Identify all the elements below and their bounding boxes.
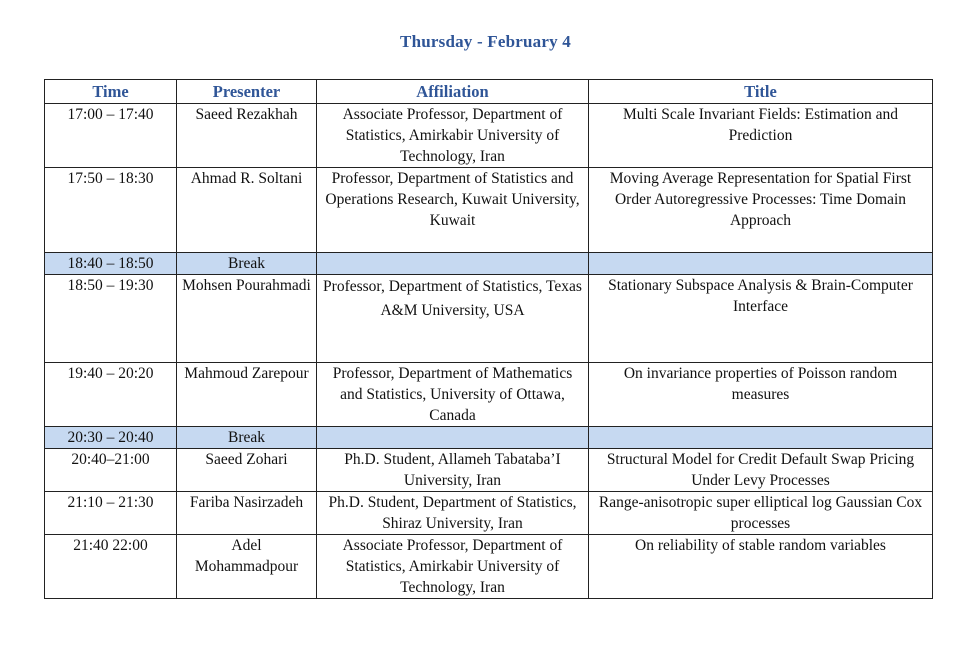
cell-presenter: Saeed Zohari [177, 449, 317, 492]
cell-affiliation: Associate Professor, Department of Statistics, Amirkabir University of Technology, Iran [317, 535, 589, 599]
cell-time: 18:50 – 19:30 [45, 275, 177, 363]
cell-time: 19:40 – 20:20 [45, 363, 177, 427]
cell-title: Multi Scale Invariant Fields: Estimation and Prediction [589, 104, 933, 168]
break-row [45, 253, 933, 275]
cell-presenter: Mohsen Pourahmadi [177, 275, 317, 363]
table-row [45, 363, 933, 427]
cell-presenter: Mahmoud Zarepour [177, 363, 317, 427]
cell-title: On reliability of stable random variables [589, 535, 933, 599]
page-title: Thursday - February 4 [400, 32, 571, 51]
cell-presenter: Adel Mohammadpour [177, 535, 317, 599]
table-row [45, 168, 933, 253]
table-row [45, 535, 933, 599]
cell-title: Range-anisotropic super elliptical log Gaussian Cox processes [589, 492, 933, 535]
cell-title [589, 427, 933, 449]
header-time: Time [45, 80, 177, 104]
cell-affiliation-text: Professor, Department of Statistics, Texas A&M University, USA [323, 278, 582, 319]
cell-affiliation [317, 427, 589, 449]
cell-time: 20:40–21:00 [45, 449, 177, 492]
schedule-table [44, 79, 933, 599]
cell-title: Structural Model for Credit Default Swap Pricing Under Levy Processes [589, 449, 933, 492]
cell-title [589, 253, 933, 275]
cell-time: 18:40 – 18:50 [45, 253, 177, 275]
cell-presenter: Fariba Nasirzadeh [177, 492, 317, 535]
cell-presenter: Saeed Rezakhah [177, 104, 317, 168]
cell-title: On invariance properties of Poisson random measures [589, 363, 933, 427]
cell-affiliation [317, 275, 589, 363]
table-row [45, 104, 933, 168]
cell-title: Stationary Subspace Analysis & Brain-Computer Interface [589, 275, 933, 363]
cell-time: 20:30 – 20:40 [45, 427, 177, 449]
table-row [45, 492, 933, 535]
cell-affiliation: Professor, Department of Mathematics and Statistics, University of Ottawa, Canada [317, 363, 589, 427]
cell-affiliation: Professor, Department of Statistics and Operations Research, Kuwait University, Kuwait [317, 168, 589, 253]
cell-presenter: Break [177, 253, 317, 275]
header-title: Title [589, 80, 933, 104]
cell-time: 17:50 – 18:30 [45, 168, 177, 253]
cell-time: 21:10 – 21:30 [45, 492, 177, 535]
table-row [45, 449, 933, 492]
cell-presenter: Break [177, 427, 317, 449]
cell-presenter: Ahmad R. Soltani [177, 168, 317, 253]
break-row [45, 427, 933, 449]
cell-affiliation: Associate Professor, Department of Statistics, Amirkabir University of Technology, Iran [317, 104, 589, 168]
table-header-row [45, 80, 933, 104]
cell-affiliation [317, 253, 589, 275]
cell-title: Moving Average Representation for Spatial First Order Autoregressive Processes: Time Domain Approach [589, 168, 933, 253]
cell-affiliation: Ph.D. Student, Allameh Tabataba’I University, Iran [317, 449, 589, 492]
header-presenter: Presenter [177, 80, 317, 104]
table-row [45, 275, 933, 363]
cell-time: 17:00 – 17:40 [45, 104, 177, 168]
cell-affiliation: Ph.D. Student, Department of Statistics, Shiraz University, Iran [317, 492, 589, 535]
header-affiliation: Affiliation [317, 80, 589, 104]
cell-time: 21:40 22:00 [45, 535, 177, 599]
